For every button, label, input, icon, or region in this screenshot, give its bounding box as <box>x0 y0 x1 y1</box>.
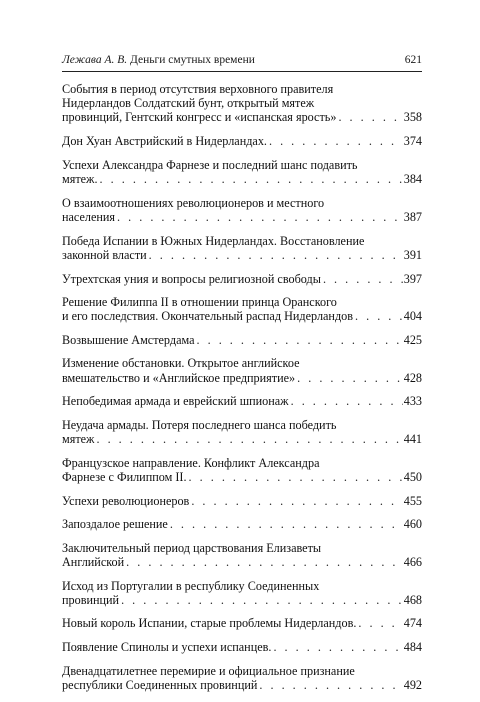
dot-leader <box>117 210 403 224</box>
dot-leader <box>126 555 403 569</box>
toc-entry-final-line <box>62 134 422 148</box>
toc-entry <box>62 356 422 384</box>
running-header <box>62 54 422 72</box>
dot-leader <box>170 517 403 531</box>
toc-entry <box>62 158 422 186</box>
dot-leader <box>96 432 402 446</box>
toc-entry-final-line <box>62 333 422 347</box>
toc-entry-final-line <box>62 616 422 630</box>
dot-leader <box>269 134 403 148</box>
toc-entry-final-line <box>62 494 422 508</box>
toc-page-number: 384 <box>403 172 422 187</box>
toc-entry <box>62 616 422 630</box>
toc-page-number: 358 <box>403 110 422 125</box>
toc-entry-line: Заключительный период царствования Елизаветы <box>62 541 322 556</box>
toc-entry-final-line <box>62 309 422 323</box>
toc-entry <box>62 664 422 692</box>
header-author: Лежава А. В. <box>62 54 128 66</box>
toc-entry-line: Утрехтская уния и вопросы религиозной свободы <box>62 271 321 286</box>
dot-leader <box>297 371 403 385</box>
toc-entry-line: События в период отсутствия верховного правителя <box>62 82 334 96</box>
toc-entry-line: и его последствия. Окончательный распад Нидерландов <box>62 308 354 323</box>
toc-entry-line: О взаимоотношениях революционеров и местного <box>62 195 325 210</box>
toc-entry-line: Двенадцатилетнее перемирие и официальное признание <box>62 663 355 678</box>
toc-entry-line: Изменение обстановки. Открытое английское <box>62 356 300 371</box>
toc-entry <box>62 494 422 508</box>
toc-entry-final-line <box>62 110 422 124</box>
toc-entry-line: провинций <box>62 592 120 607</box>
toc-entry <box>62 640 422 654</box>
toc-entry <box>62 295 422 323</box>
toc-entry <box>62 517 422 531</box>
header-title: Деньги смутных времени <box>130 54 255 66</box>
toc-page-number: 374 <box>403 134 422 149</box>
dot-leader <box>323 272 403 286</box>
toc-page-number: 492 <box>403 678 422 693</box>
toc-page-number: 466 <box>403 555 422 570</box>
toc-entry-line: вмешательство и «Английское предприятие» <box>62 370 296 385</box>
toc-entry-line: мятеж. <box>62 172 98 187</box>
dot-leader <box>100 172 403 186</box>
toc-page-number: 455 <box>403 493 422 508</box>
toc-entry-final-line <box>62 272 422 286</box>
dot-leader <box>189 470 403 484</box>
toc-entry-line: Успехи революционеров <box>62 493 190 508</box>
toc-entry-line: Французское направление. Конфликт Александра <box>62 455 320 470</box>
header-rule <box>62 71 422 72</box>
toc-entry-final-line <box>62 678 422 692</box>
toc-entry <box>62 134 422 148</box>
toc-entry-final-line <box>62 555 422 569</box>
toc-page-number: 397 <box>403 271 422 286</box>
toc-entry-line: Появление Спинолы и успехи испанцев. <box>62 640 272 655</box>
toc-entry-line: Решение Филиппа II в отношении принца Оранского <box>62 294 337 309</box>
toc-page-number: 428 <box>403 370 422 385</box>
toc-entry-final-line <box>62 640 422 654</box>
toc-entry-line: Запоздалое решение <box>62 517 168 532</box>
toc-entry-line: провинций, Гентский конгресс и «испанская ярость» <box>62 110 337 125</box>
toc-entry-line: Исход из Португалии в республику Соединенных <box>62 578 320 593</box>
page-number: 621 <box>404 54 422 66</box>
toc-entry-line: Фарнезе с Филиппом II. <box>62 470 187 485</box>
toc-entry-line: законной власти <box>62 247 147 262</box>
toc-entry-final-line <box>62 517 422 531</box>
toc-entry-line: Английской <box>62 555 125 570</box>
dot-leader <box>273 640 402 654</box>
toc-page-number: 433 <box>403 394 422 409</box>
running-title <box>62 54 255 66</box>
toc-entry-final-line <box>62 470 422 484</box>
dot-leader <box>197 333 403 347</box>
toc-entry-line: республики Соединенных провинций <box>62 678 258 693</box>
toc-page-number: 391 <box>403 247 422 262</box>
dot-leader <box>121 593 403 607</box>
toc-entry <box>62 272 422 286</box>
toc-page-number: 404 <box>403 308 422 323</box>
toc-page-number: 450 <box>403 470 422 485</box>
toc-entry-final-line <box>62 371 422 385</box>
dot-leader <box>259 678 402 692</box>
toc-entry-final-line <box>62 210 422 224</box>
dot-leader <box>338 110 402 124</box>
toc-entry <box>62 579 422 607</box>
dot-leader <box>355 309 403 323</box>
toc-entry <box>62 418 422 446</box>
toc-entry <box>62 333 422 347</box>
toc-page-number: 441 <box>403 432 422 447</box>
toc-page-number: 474 <box>403 616 422 631</box>
toc-entry-line: Успехи Александра Фарнезе и последний шанс подавить <box>62 157 358 172</box>
toc-page-number: 468 <box>403 592 422 607</box>
toc-entry <box>62 456 422 484</box>
toc-entry-line: Новый король Испании, старые проблемы Нидерландов. <box>62 616 357 631</box>
toc-entry-line: мятеж <box>62 432 95 447</box>
toc-entry <box>62 196 422 224</box>
toc-entry-line: Возвышение Амстердама <box>62 332 195 347</box>
toc-entry <box>62 82 422 125</box>
dot-leader <box>149 248 403 262</box>
toc-entry <box>62 394 422 408</box>
toc-entry-final-line <box>62 172 422 186</box>
dot-leader <box>358 616 402 630</box>
toc-entry-line: населения <box>62 209 116 224</box>
toc-entry-final-line <box>62 394 422 408</box>
toc-entry-line: Непобедимая армада и еврейский шпионаж <box>62 394 289 409</box>
toc-entry-line: Неудача армады. Потеря последнего шанса победить <box>62 417 337 432</box>
toc-entry-line: Дон Хуан Австрийский в Нидерландах. <box>62 134 267 149</box>
toc-entry <box>62 541 422 569</box>
toc-page-number: 425 <box>403 332 422 347</box>
toc-entry-line: Нидерландов Солдатский бунт, открытый мятеж <box>62 96 315 111</box>
dot-leader <box>291 394 403 408</box>
toc-entry-final-line <box>62 248 422 262</box>
toc-entry-line: Победа Испании в Южных Нидерландах. Восстановление <box>62 233 365 248</box>
table-of-contents <box>62 82 422 702</box>
toc-page-number: 484 <box>403 640 422 655</box>
toc-entry-final-line <box>62 432 422 446</box>
toc-page-number: 460 <box>403 517 422 532</box>
toc-page-number: 387 <box>403 209 422 224</box>
dot-leader <box>191 494 402 508</box>
toc-entry <box>62 234 422 262</box>
toc-entry-final-line <box>62 593 422 607</box>
